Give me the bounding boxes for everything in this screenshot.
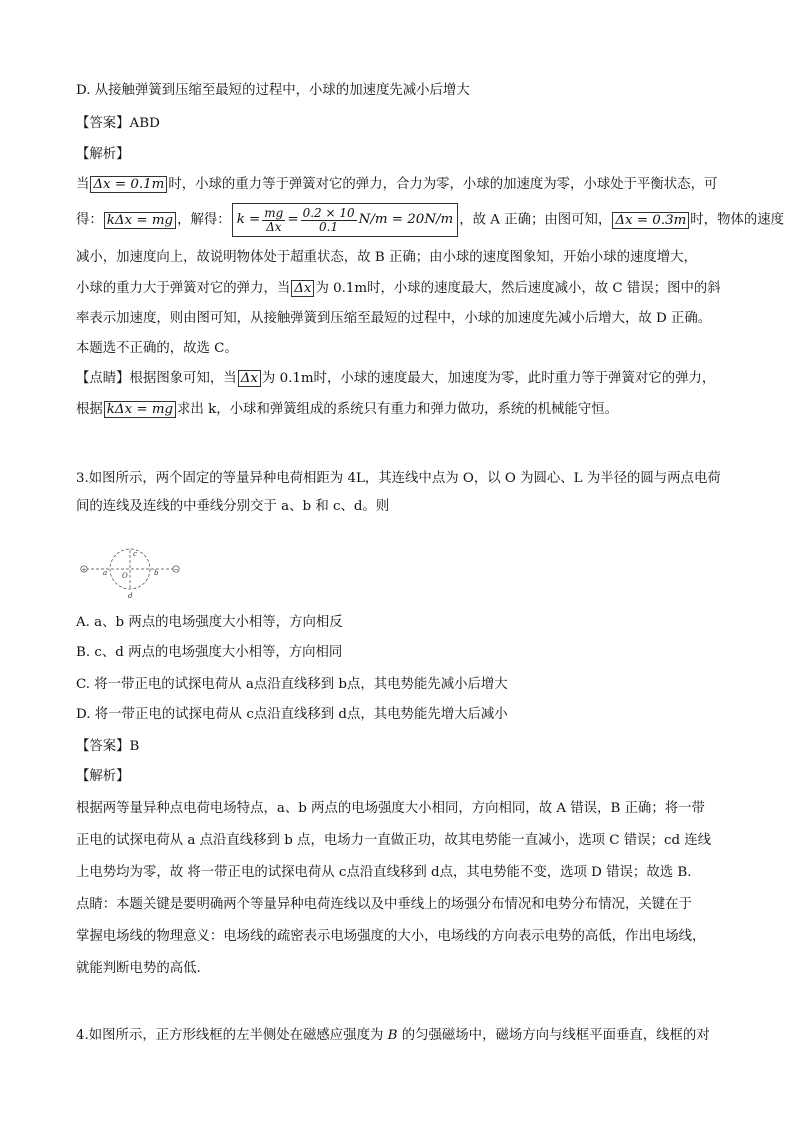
formula-k-dx-mg: kΔx = mg [104, 212, 176, 229]
q2-analysis-line-2: 得： kΔx = mg ，解得： k = $\frac{mg}{\Delta x}$ = $\frac{0.2 \times 10}{0.1}$ N/m = 20N/m ，故 A 正确；由图可知， Δx = 0.3m 时，物体的速度 [76, 203, 784, 237]
negative-charge-sign: − [173, 566, 179, 574]
q3-analysis-line-1: 根据两等量异种点电荷电场特点，a、b 两点的电场强度大小相同，方向相同，故 A 错误，B 正确；将一带 [76, 801, 705, 816]
q3-option-b: B. c、d 两点的电场强度大小相等，方向相同 [76, 645, 343, 660]
q2-option-d: D. 从接触弹簧到压缩至最短的过程中，小球的加速度先减小后增大 [76, 83, 470, 98]
q2-analysis-line-3: 减小，加速度向上，故说明物体处于超重状态，故 B 正确；由小球的速度图象知，开始小球的速度增大， [76, 250, 697, 265]
q2-analysis-line-5: 率表示加速度，则由图可知，从接触弹簧到压缩至最短的过程中，小球的加速度先减小后增大，故 D 正确。 [76, 311, 712, 326]
q3-analysis-title: 【解析】 [76, 769, 130, 784]
point-b-label: b [154, 569, 159, 577]
q3-answer: 【答案】B [76, 739, 140, 754]
q3-stem-line-1: 3.如图所示，两个固定的等量异种电荷相距为 4L，其连线中点为 O，以 O 为圆心、L 为半径的圆与两点电荷 [76, 471, 721, 486]
formula-dx: Δx [291, 280, 314, 297]
q3-analysis-line-3: 上电势均为零，故 将一带正电的试探电荷从 c点沿直线移到 d点，其电势能不变，选项 D 错误；故选 B. [76, 865, 692, 880]
q2-tip-line-2: 根据 kΔx = mg 求出 k，小球和弹簧组成的系统只有重力和弹力做功，系统的机械能守恒。 [76, 402, 618, 417]
q3-option-a: A. a、b 两点的电场强度大小相等，方向相反 [76, 615, 343, 630]
q3-option-d: D. 将一带正电的试探电荷从 c点沿直线移到 d点，其电势能先增大后减小 [76, 707, 508, 722]
q3-stem-line-2: 间的连线及连线的中垂线分别交于 a、b 和 c、d。则 [76, 499, 390, 514]
point-o-label: O [122, 572, 128, 580]
formula-k-solution: k = $\frac{mg}{\Delta x}$ = $\frac{0.2 \times 10}{0.1}$ N/m = 20N/m [232, 203, 459, 237]
point-d-label: d [128, 592, 133, 600]
q2-tip-line-1: 【点睛】根据图象可知，当 Δx 为 0.1m时，小球的速度最大，加速度为零，此时重力等于弹簧对它的弹力， [76, 371, 716, 386]
q2-analysis-line-4: 小球的重力大于弹簧对它的弹力，当 Δx 为 0.1m时，小球的速度最大，然后速度减小，故 C 错误；图中的斜 [76, 281, 721, 296]
q3-tip-line-1: 点睛：本题关键是要明确两个等量异种电荷连线以及中垂线上的场强分布情况和电势分布情况，关键在于 [76, 897, 692, 912]
q3-option-c: C. 将一带正电的试探电荷从 a点沿直线移到 b点，其电势能先减小后增大 [76, 677, 508, 692]
q2-answer: 【答案】ABD [76, 116, 160, 131]
point-a-label: a [103, 569, 108, 577]
q2-analysis-title: 【解析】 [76, 147, 130, 162]
formula-k-dx-mg-tip: kΔx = mg [104, 401, 176, 418]
positive-charge-sign: + [81, 566, 87, 574]
formula-dx-tip: Δx [238, 370, 261, 387]
q3-tip-line-2: 掌握电场线的物理意义：电场线的疏密表示电场强度的大小，电场线的方向表示电势的高低，作出电场线， [76, 929, 706, 944]
q2-analysis-line-1: 当 Δx = 0.1m 时，小球的重力等于弹簧对它的弹力，合力为零，小球的加速度为零，小球处于平衡状态，可 [76, 177, 718, 192]
q2-analysis-line-6: 本题选不正确的，故选 C。 [76, 341, 238, 356]
q3-charge-diagram [76, 548, 186, 600]
formula-dx-03: Δx = 0.3m [612, 212, 689, 229]
point-c-label: c [133, 550, 137, 558]
q3-tip-line-3: 就能判断电势的高低. [76, 961, 201, 976]
q3-analysis-line-2: 正电的试探电荷从 a 点沿直线移到 b 点，电场力一直做正功，故其电势能一直减小，选项 C 错误；cd 连线 [76, 833, 712, 848]
formula-dx-01: Δx = 0.1m [90, 176, 167, 193]
q4-stem-line-1: 4.如图所示，正方形线框的左半侧处在磁感应强度为 B 的匀强磁场中，磁场方向与线框平面垂直，线框的对 [76, 1028, 710, 1043]
